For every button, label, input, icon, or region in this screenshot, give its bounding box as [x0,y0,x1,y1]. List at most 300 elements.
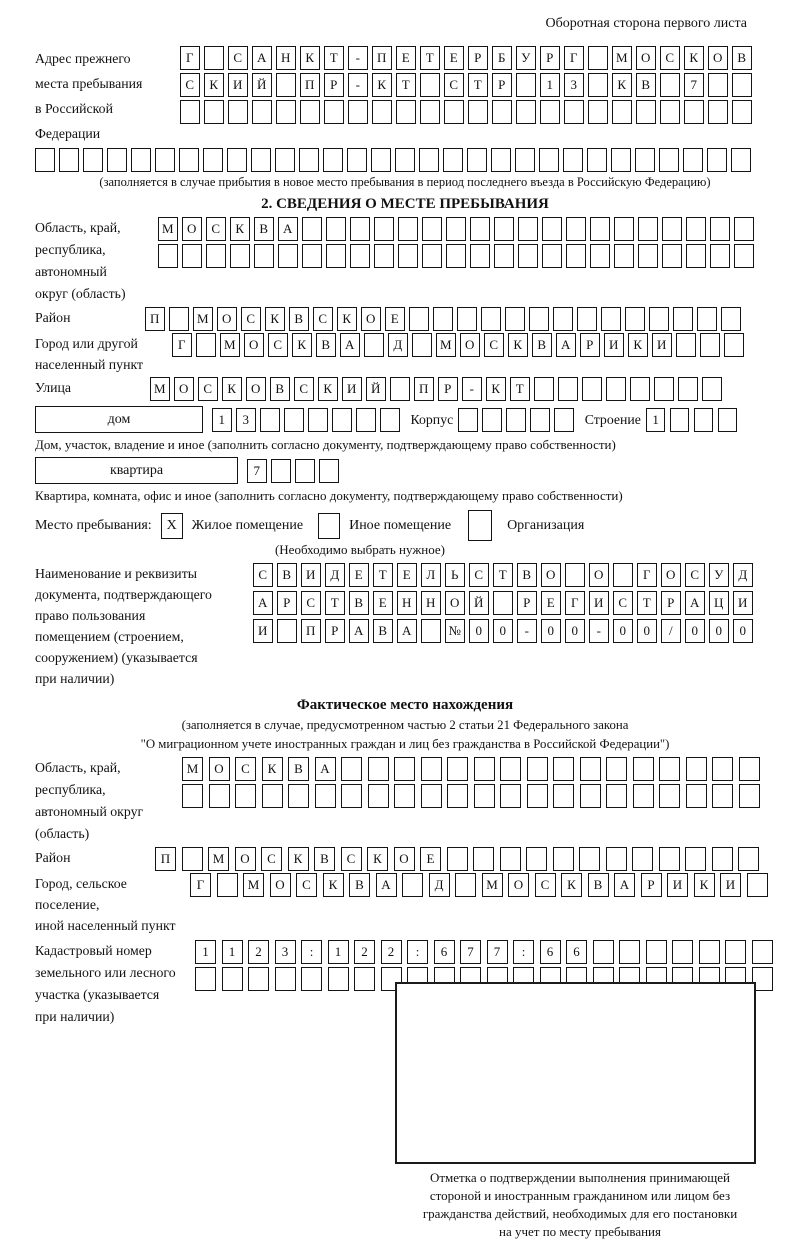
char-cell [235,784,256,808]
char-cell: М [150,377,170,401]
char-cell [494,244,514,268]
char-cell: О [235,847,256,871]
char-cell: - [517,619,537,643]
char-cell [747,873,768,897]
char-cell [374,244,394,268]
char-cell: О [174,377,194,401]
char-cell: В [270,377,290,401]
region2-label: Область, край, республика, автономный округ (область) [35,760,144,841]
char-cell: В [732,46,752,70]
char-cell [482,408,502,432]
char-cell: И [733,591,753,615]
region2-row-1 [182,757,760,781]
char-cell: С [301,591,321,615]
char-cell [580,784,601,808]
region2-row-2 [182,784,760,808]
char-cell: О [541,563,561,587]
page-side-note: Оборотная сторона первого листа [545,16,747,31]
char-cell [394,784,415,808]
char-cell: К [684,46,704,70]
char-cell [204,100,224,124]
char-cell: 0 [637,619,657,643]
char-cell [752,940,773,964]
char-cell: Р [468,46,488,70]
char-cell [284,408,304,432]
char-cell [614,244,634,268]
char-cell [374,217,394,241]
char-cell [708,100,728,124]
char-cell: С [198,377,218,401]
char-cell: В [289,307,309,331]
char-cell: Т [468,73,488,97]
section2-title: 2. СВЕДЕНИЯ О МЕСТЕ ПРЕБЫВАНИЯ [261,196,549,212]
char-cell [319,459,339,483]
char-cell [468,100,488,124]
char-cell: А [252,46,272,70]
char-cell [271,459,291,483]
char-cell [606,847,627,871]
region-block [35,217,775,305]
char-cell [659,757,680,781]
char-cell [565,563,585,587]
char-cell [380,408,400,432]
char-cell [662,244,682,268]
char-cell: В [288,757,309,781]
char-cell: Е [396,46,416,70]
char-cell [348,100,368,124]
char-cell [248,967,269,991]
char-cell: М [482,873,503,897]
street-label: Улица [35,380,71,395]
char-cell [262,784,283,808]
char-cell [395,148,415,172]
char-cell [553,847,574,871]
char-cell [277,619,297,643]
char-cell: С [313,307,333,331]
char-cell [419,148,439,172]
char-cell: Е [373,591,393,615]
char-cell [398,244,418,268]
char-cell: Е [349,563,369,587]
char-cell: К [323,873,344,897]
char-cell: Г [637,563,657,587]
prev-address-row-2 [180,73,752,97]
char-cell [447,847,468,871]
house-row [35,406,775,433]
char-cell [493,591,513,615]
char-cell [686,244,706,268]
char-cell [356,408,376,432]
char-cell: Е [541,591,561,615]
char-cell [539,148,559,172]
char-cell [606,784,627,808]
char-cell [368,757,389,781]
cadastral-row-1 [195,940,773,964]
char-cell [326,244,346,268]
char-cell [554,408,574,432]
char-cell: 3 [275,940,296,964]
apartment-note: Квартира, комната, офис и иное (заполнить согласно документу, подтверждающему право собственности) [35,488,623,503]
char-cell [590,244,610,268]
city-row [172,333,744,357]
char-cell [398,217,418,241]
char-cell [527,757,548,781]
char-cell [588,46,608,70]
char-cell [474,784,495,808]
char-cell: Т [373,563,393,587]
char-cell: К [628,333,648,357]
char-cell [710,217,730,241]
char-cell: Н [397,591,417,615]
actual-location-note: (заполняется в случае, предусмотренном частью 2 статьи 21 Федерального закона "О миграционном учете иностранных граждан и лиц без гражданства в Российской Федерации") [140,718,670,751]
char-cell [593,940,614,964]
char-cell [633,784,654,808]
char-cell: 0 [613,619,633,643]
prev-address-row-1 [180,46,752,70]
char-cell: А [253,591,273,615]
char-cell [390,377,410,401]
char-cell: Р [438,377,458,401]
street-row [150,377,722,401]
district-block [35,307,775,331]
char-cell [295,459,315,483]
char-cell: С [444,73,464,97]
char-cell [553,784,574,808]
char-cell [455,873,476,897]
char-cell [529,307,549,331]
char-cell: 0 [493,619,513,643]
char-cell [35,148,55,172]
char-cell: А [349,619,369,643]
char-cell: И [301,563,321,587]
char-cell: М [158,217,178,241]
char-cell: : [513,940,534,964]
char-cell: С [296,873,317,897]
char-cell [662,217,682,241]
char-cell: П [300,73,320,97]
char-cell [412,333,432,357]
char-cell [712,757,733,781]
char-cell: П [145,307,165,331]
document-row-1 [253,563,753,587]
char-cell [577,307,597,331]
char-cell: Г [172,333,192,357]
char-cell: О [244,333,264,357]
char-cell [611,148,631,172]
char-cell [613,563,633,587]
char-cell: Т [420,46,440,70]
char-cell: Т [396,73,416,97]
char-cell [505,307,525,331]
char-cell [530,408,550,432]
char-cell [564,100,584,124]
char-cell [422,244,442,268]
char-cell [606,757,627,781]
char-cell: Е [385,307,405,331]
char-cell [588,73,608,97]
char-cell [516,73,536,97]
char-cell [566,217,586,241]
char-cell [180,100,200,124]
char-cell: Д [388,333,408,357]
char-cell [107,148,127,172]
char-cell [694,408,714,432]
char-cell [481,307,501,331]
char-cell: Н [421,591,441,615]
prev-address-row-4 [35,148,775,172]
char-cell: А [340,333,360,357]
region-grids [158,217,754,268]
char-cell [638,217,658,241]
char-cell [738,847,759,871]
char-cell: К [262,757,283,781]
char-cell: 0 [469,619,489,643]
char-cell [630,377,650,401]
char-cell: В [588,873,609,897]
char-cell [632,847,653,871]
char-cell [587,148,607,172]
char-cell [672,940,693,964]
char-cell: Й [469,591,489,615]
char-cell [473,847,494,871]
char-cell [724,333,744,357]
char-cell [638,244,658,268]
char-cell [422,217,442,241]
char-cell: П [414,377,434,401]
char-cell [323,148,343,172]
char-cell: Р [277,591,297,615]
char-cell: К [265,307,285,331]
char-cell [228,100,248,124]
char-cell [179,148,199,172]
char-cell: 1 [540,73,560,97]
char-cell [421,784,442,808]
district-row [145,307,741,331]
char-cell: К [367,847,388,871]
char-cell [625,307,645,331]
char-cell: А [397,619,417,643]
char-cell: К [292,333,312,357]
document-label: Наименование и реквизиты документа, подтверждающего право пользования помещением (строением, сооружением) (указывается при наличии) [35,566,212,686]
char-cell [447,784,468,808]
char-cell: К [222,377,242,401]
char-cell [686,784,707,808]
char-cell [299,148,319,172]
char-cell: В [532,333,552,357]
char-cell [83,148,103,172]
char-cell [301,967,322,991]
city2-block [35,873,775,936]
char-cell: К [508,333,528,357]
char-cell [670,408,690,432]
char-cell [420,100,440,124]
region-row-2 [158,244,754,268]
char-cell [409,307,429,331]
char-cell [446,244,466,268]
char-cell [542,244,562,268]
char-cell: С [241,307,261,331]
char-cell [446,217,466,241]
char-cell [364,333,384,357]
char-cell [158,244,178,268]
char-cell: 2 [381,940,402,964]
char-cell: К [300,46,320,70]
char-cell: 2 [248,940,269,964]
korpus-label: Корпус [410,411,454,427]
char-cell: М [220,333,240,357]
char-cell: - [462,377,482,401]
char-cell: Т [637,591,657,615]
char-cell [582,377,602,401]
char-cell: О [508,873,529,897]
char-cell [684,100,704,124]
char-cell: М [436,333,456,357]
char-cell: К [204,73,224,97]
char-cell [527,784,548,808]
char-cell [712,784,733,808]
char-cell [619,940,640,964]
char-cell [300,100,320,124]
char-cell: 7 [684,73,704,97]
char-cell [636,100,656,124]
char-cell [169,307,189,331]
char-cell: Р [517,591,537,615]
char-cell: У [516,46,536,70]
char-cell: 3 [236,408,256,432]
char-cell [579,847,600,871]
house-number-cells [212,408,400,432]
char-cell [332,408,352,432]
char-cell: Й [252,73,272,97]
char-cell [633,757,654,781]
char-cell: Б [492,46,512,70]
char-cell: Р [324,73,344,97]
char-cell: Н [276,46,296,70]
char-cell [328,967,349,991]
char-cell [252,100,272,124]
stay-type-label: Место пребывания: [35,517,152,533]
char-cell [542,217,562,241]
char-cell: Е [397,563,417,587]
char-cell [251,148,271,172]
char-cell [725,940,746,964]
char-cell: Р [661,591,681,615]
char-cell: С [469,563,489,587]
char-cell [660,73,680,97]
apartment-box: квартира [35,457,238,484]
char-cell: 0 [685,619,705,643]
char-cell [500,757,521,781]
char-cell [196,333,216,357]
char-cell: С [206,217,226,241]
char-cell [700,333,720,357]
city-label: Город или другой населенный пункт [35,336,144,372]
char-cell [217,873,238,897]
char-cell [731,148,751,172]
region2-grids [182,757,760,808]
char-cell: М [612,46,632,70]
checkbox-other-premises [318,513,340,539]
confirmation-stamp-box [395,982,756,1164]
char-cell [254,244,274,268]
char-cell: В [349,591,369,615]
char-cell [492,100,512,124]
stay-type-row [35,510,775,541]
char-cell: К [288,847,309,871]
char-cell [276,100,296,124]
char-cell: У [709,563,729,587]
char-cell: И [720,873,741,897]
char-cell [606,377,626,401]
char-cell: С [613,591,633,615]
char-cell: И [604,333,624,357]
char-cell: Й [366,377,386,401]
char-cell [59,148,79,172]
char-cell: О [394,847,415,871]
char-cell [443,148,463,172]
char-cell: 0 [709,619,729,643]
stay-type-note: (Необходимо выбрать нужное) [274,542,446,557]
char-cell [678,377,698,401]
char-cell [646,940,667,964]
char-cell: 0 [733,619,753,643]
char-cell [203,148,223,172]
char-cell: 7 [460,940,481,964]
apartment-row [35,457,775,484]
char-cell: Т [493,563,513,587]
char-cell: Г [180,46,200,70]
char-cell [206,244,226,268]
char-cell: Ц [709,591,729,615]
region2-block [35,757,775,845]
char-cell: О [217,307,237,331]
char-cell [590,217,610,241]
char-cell: В [277,563,297,587]
char-cell: 0 [565,619,585,643]
char-cell [302,244,322,268]
char-cell [182,784,203,808]
char-cell: С [484,333,504,357]
char-cell: В [314,847,335,871]
char-cell: О [270,873,291,897]
char-cell [660,100,680,124]
char-cell [732,100,752,124]
char-cell [558,377,578,401]
char-cell: 7 [247,459,267,483]
char-cell: 6 [540,940,561,964]
char-cell: О [209,757,230,781]
char-cell [612,100,632,124]
korpus-cells [458,408,574,432]
char-cell [222,967,243,991]
char-cell: Р [325,619,345,643]
char-cell: С [660,46,680,70]
char-cell [421,757,442,781]
char-cell: К [230,217,250,241]
city-block [35,333,775,375]
char-cell [315,784,336,808]
char-cell: С [268,333,288,357]
char-cell [683,148,703,172]
char-cell: И [667,873,688,897]
char-cell: 3 [564,73,584,97]
char-cell: С [228,46,248,70]
char-cell: 6 [434,940,455,964]
char-cell [601,307,621,331]
char-cell [341,757,362,781]
char-cell [204,46,224,70]
char-cell [372,100,392,124]
